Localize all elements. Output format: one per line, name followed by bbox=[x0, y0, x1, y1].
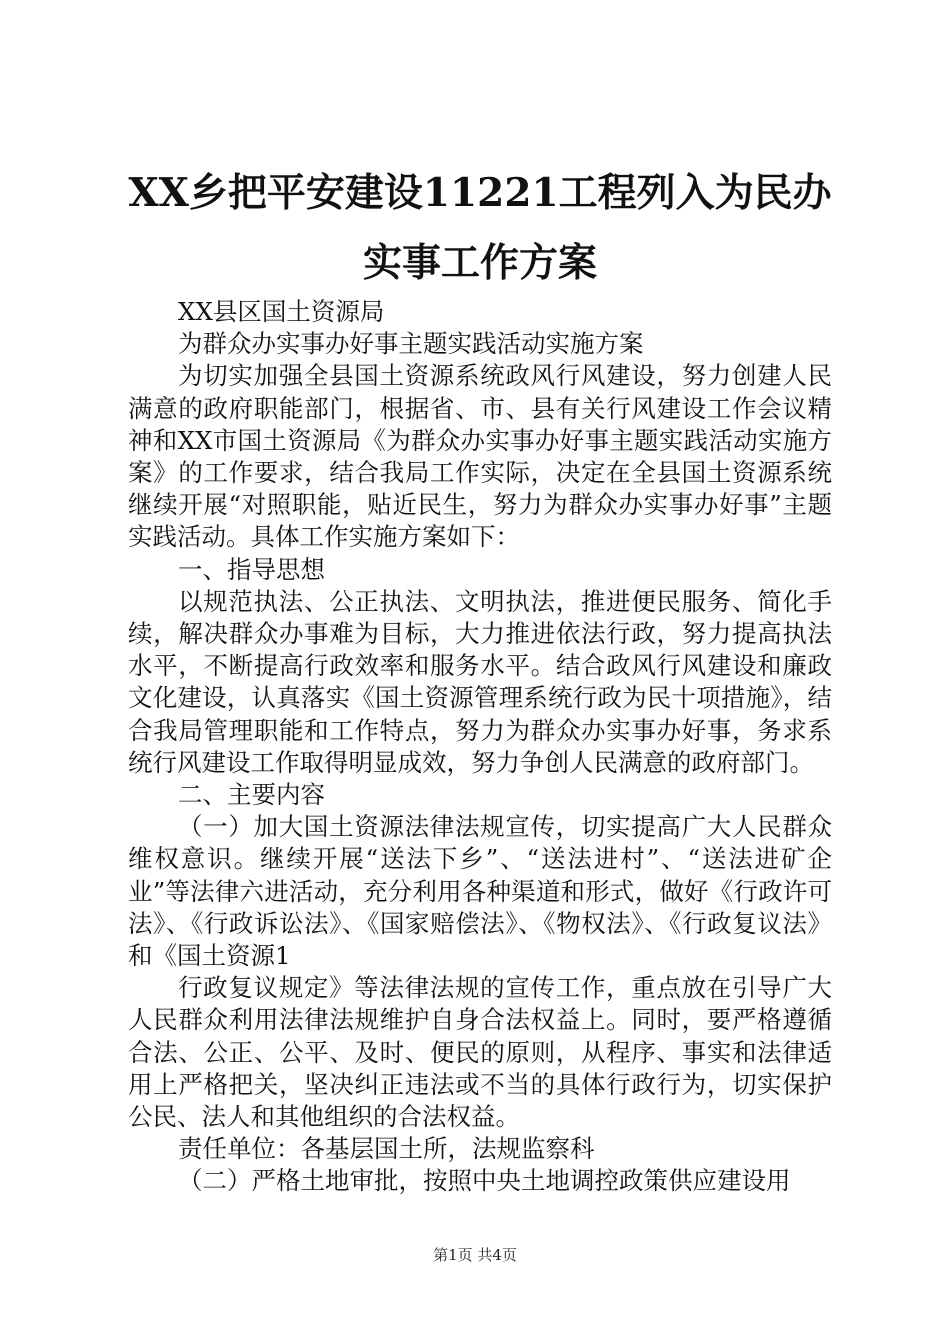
paragraph-subtitle: 为群众办实事办好事主题实践活动实施方案 bbox=[178, 329, 644, 359]
paragraph-intro: 为切实加强全县国土资源系统政风行风建设，努力创建人民满意的政府职能部门，根据省、市、县有关行风建设工作会议精神和XX市国土资源局《为群众办实事办好事主题实践活动实施方案》的工作要求，结合我局工作实际，决定在全县国土资源系统继续开展“对照职能，贴近民生，努力为群众办实事办好事”主题实践活动。具体工作实施方案如下： bbox=[128, 361, 832, 552]
page-footer: 第1页 共4页 bbox=[433, 1246, 517, 1264]
document-title: XX乡把平安建设11221工程列入为民办实事工作方案 bbox=[128, 170, 832, 286]
paragraph-item-1-cont: 行政复议规定》等法律法规的宣传工作，重点放在引导广大人民群众利用法律法规维护自身合法权益上。同时，要严格遵循合法、公正、公平、及时、便民的原则，从程序、事实和法律适用上严格把关，坚决纠正违法或不当的具体行政行为，切实保护公民、法人和其他组织的合法权益。 bbox=[128, 973, 832, 1132]
paragraph-item-2: （二）严格土地审批，按照中央土地调控政策供应建设用 bbox=[178, 1166, 791, 1196]
paragraph-issuer: XX县区国土资源局 bbox=[178, 297, 385, 326]
section-heading-main-content: 二、主要内容 bbox=[178, 780, 325, 810]
document-body bbox=[128, 296, 832, 1198]
paragraph-guiding-thought: 以规范执法、公正执法、文明执法，推进便民服务、简化手续，解决群众办事难为目标，大力推进依法行政，努力提高执法水平，不断提高行政效率和服务水平。结合政风行风建设和廉政文化建设，认真落实《国土资源管理系统行政为民十项措施》，结合我局管理职能和工作特点，努力为群众办实事办好事，务求系统行风建设工作取得明显成效，努力争创人民满意的政府部门。 bbox=[128, 586, 832, 777]
paragraph-item-1: （一）加大国土资源法律法规宣传，切实提高广大人民群众维权意识。继续开展“送法下乡”、“送法进村”、“送法进矿企业”等法律六进活动，充分利用各种渠道和形式，做好《行政许可法》、《行政诉讼法》、《国家赔偿法》、《物权法》、《行政复议法》和《国土资源1 bbox=[128, 812, 832, 971]
section-heading-guiding-thought: 一、指导思想 bbox=[178, 554, 325, 584]
paragraph-responsible-unit: 责任单位：各基层国土所，法规监察科 bbox=[178, 1134, 595, 1164]
